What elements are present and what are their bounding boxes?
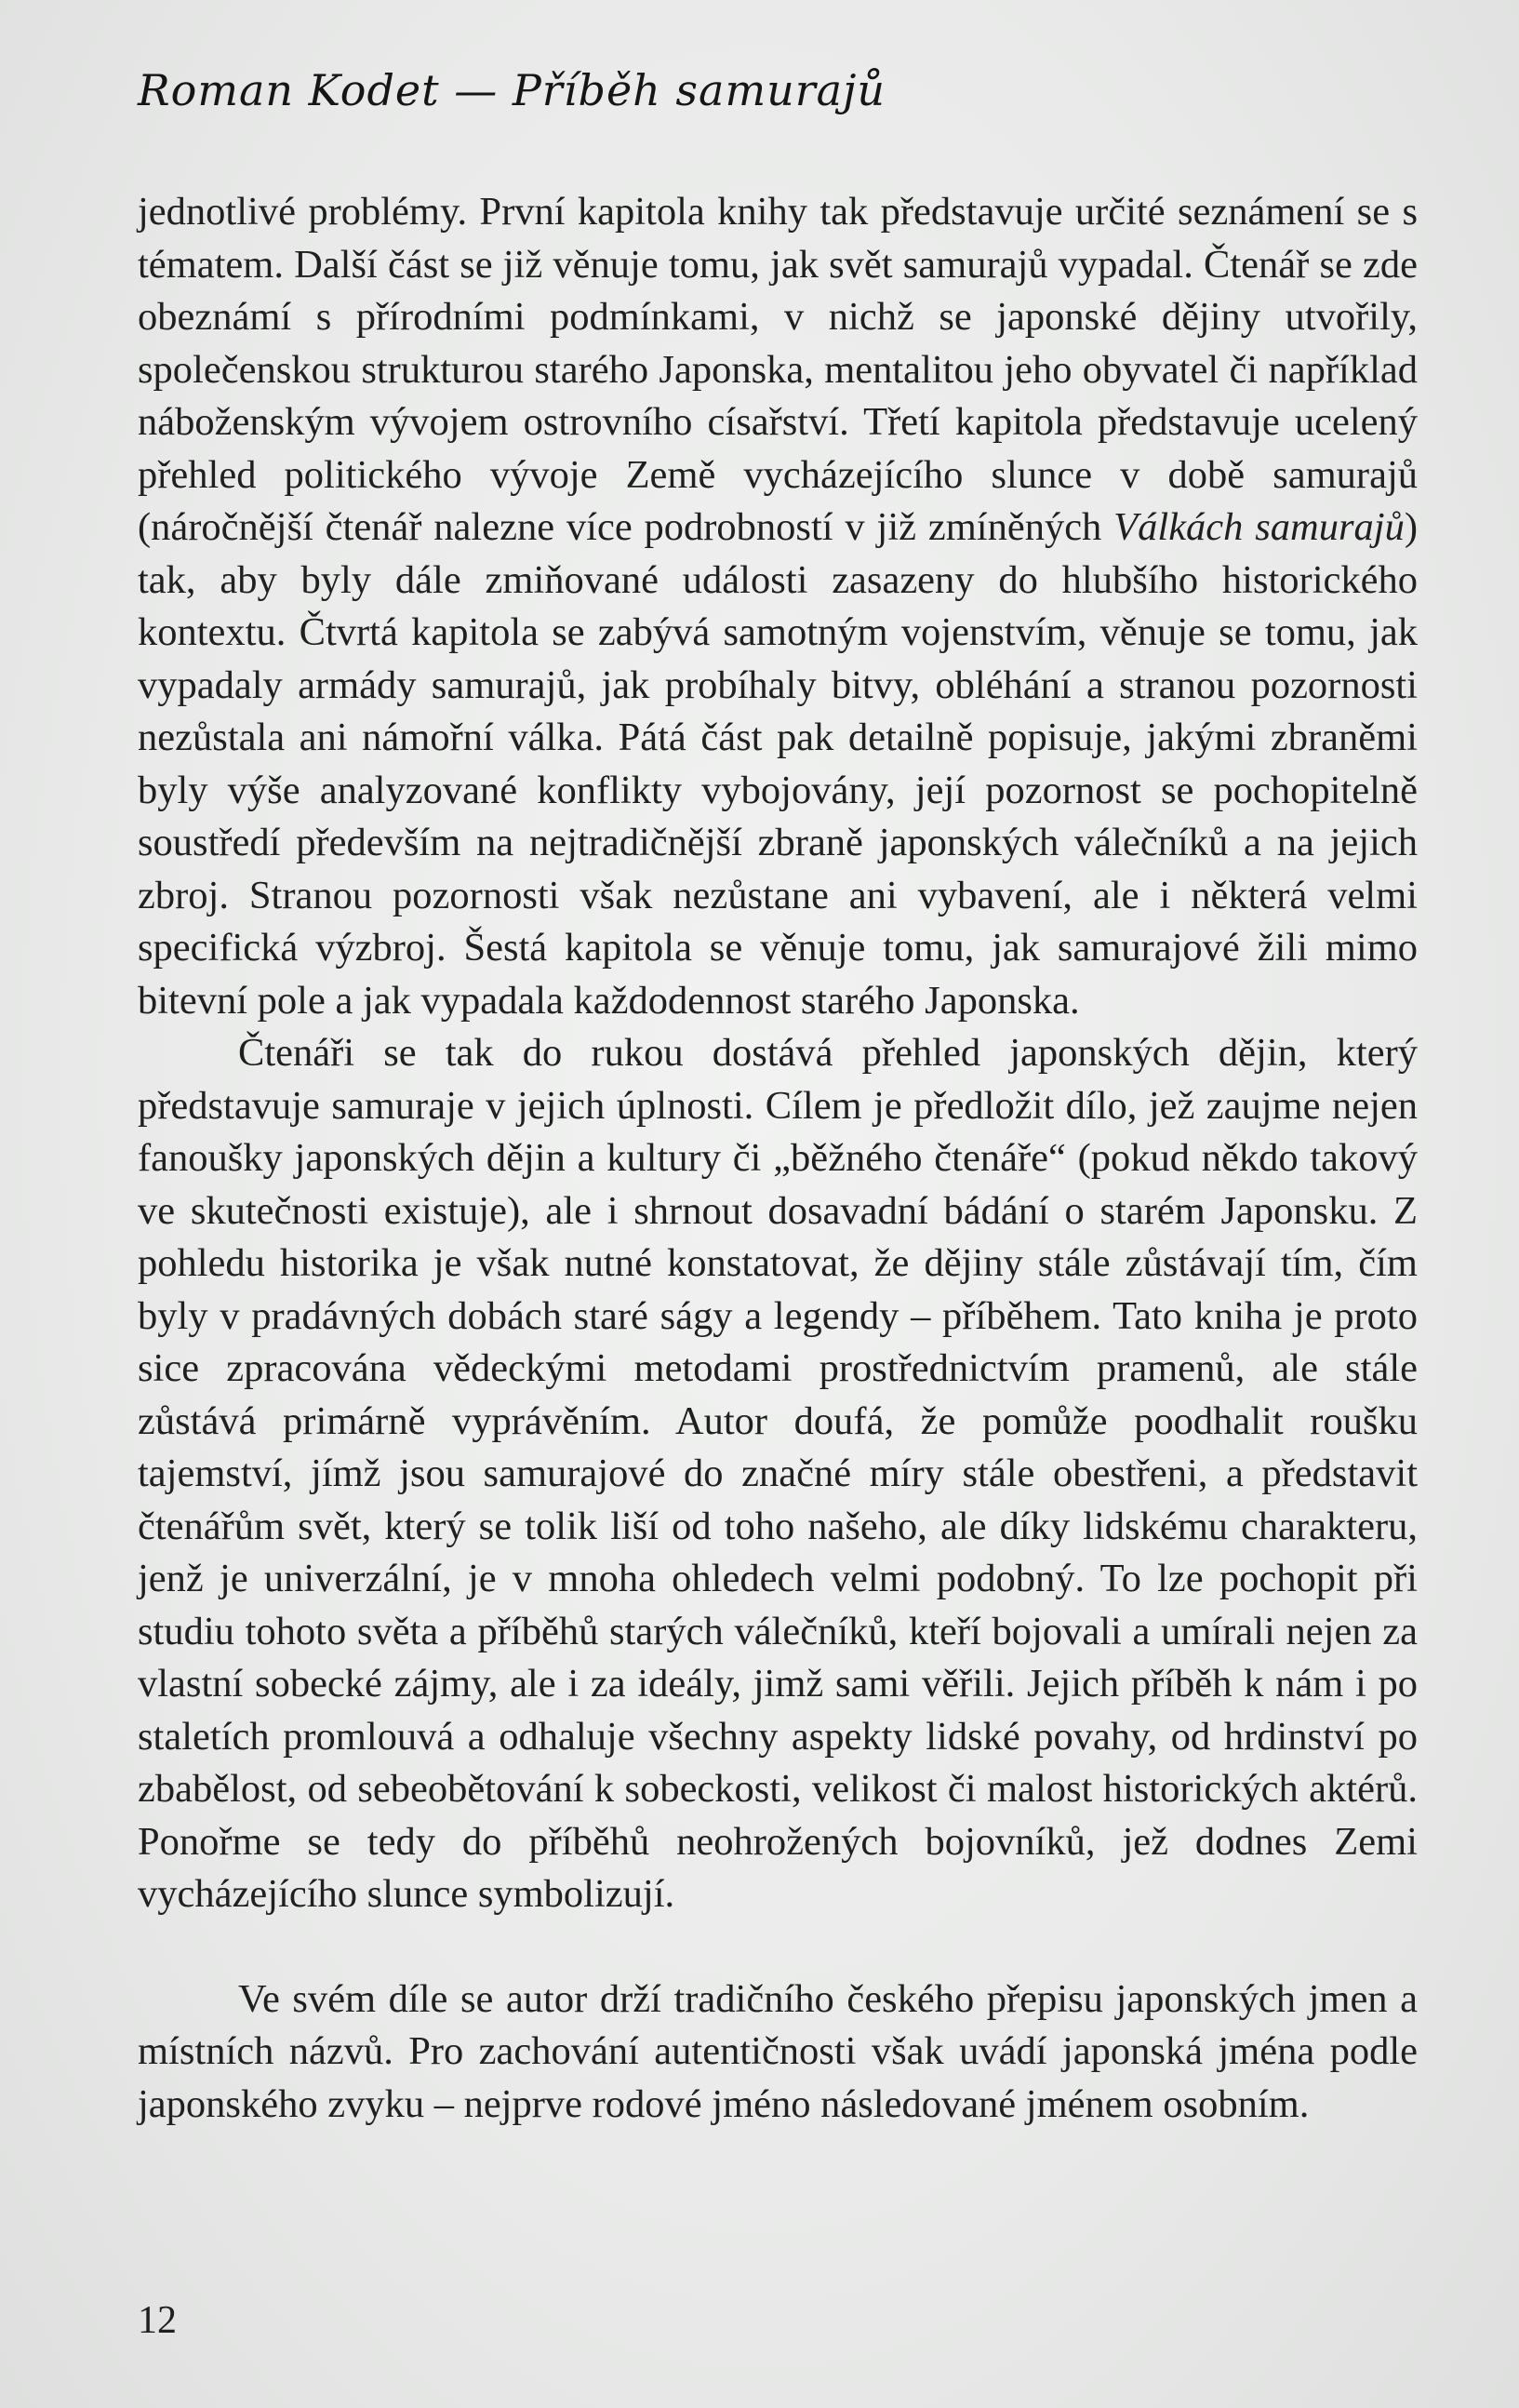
running-head: Roman Kodet — Příběh samurajů <box>138 65 886 115</box>
paragraph-text: jednotlivé problémy. První kapitola knihy tak představuje určité seznámení se s tématem. Další část se již věnuje tomu, jak svět samurajů vypadal. Čtenář se zde obeznámí s přírodními podmínkami, v nichž se japonské dějiny utvořily, společenskou strukturou starého Japonska, mentalitou jeho obyvatel či například náboženským vývojem ostrovního císařství. Třetí kapitola představuje ucelený přehled politického vývoje Země vycházejícího slunce v době samurajů (náročnější čtenář nalezne více podrobností v již zmíněných <box>138 190 1418 549</box>
italic-book-title: Válkách samurajů <box>1113 505 1405 549</box>
paragraph-book-purpose: Čtenáři se tak do rukou dostává přehled japonských dějin, který představuje samuraje v jejich úplnosti. Cílem je předložit dílo, jež zaujme nejen fanoušky japonských dějin a kultury či „běžného čtenáře“ (pokud někdo takový ve skutečnosti existuje), ale i shrnout dosavadní bádání o starém Japonsku. Z pohledu historika je však nutné konstatovat, že dějiny stále zůstávají tím, čím byly v pradávných dobách staré ságy a legendy – příběhem. Tato kniha je proto sice zpracována vědeckými metodami prostřednictvím pramenů, ale stále zůstává primárně vyprávěním. Autor doufá, že pomůže poodhalit roušku tajemství, jímž jsou samurajové do značné míry stále obestřeni, a představit čtenářům svět, který se tolik liší od toho našeho, ale díky lidskému charakteru, jenž je univerzální, je v mnoha ohledech velmi podobný. To lze pochopit při studiu tohoto světa a příběhů starých válečníků, kteří bojovali a umírali nejen za vlastní sobecké zájmy, ale i za ideály, jimž sami věřili. Jejich příběh k nám i po staletích promlouvá a odhaluje všechny aspekty lidské povahy, od hrdinství po zbabělost, od sebeobětování k sobeckosti, velikost či malost historických aktérů. Ponořme se tedy do příběhů neohrožených bojovníků, jež dodnes Zemi vycházejícího slunce symbolizují. <box>138 1031 1418 1916</box>
page-number: 12 <box>138 2299 177 2342</box>
paragraph-text: ) tak, aby byly dále zmiňované události zasazeny do hlubšího historického kontextu. Čtvrtá kapitola se zabývá samotným vojenstvím, věnuje se tomu, jak vypadaly armády samurajů, jak probíhaly bitvy, obléhání a stranou pozornosti nezůstala ani námořní válka. Pátá část pak detailně popisuje, jakými zbraněmi byly výše analyzované konflikty vybojovány, její pozornost se pochopitelně soustředí především na nejtradičnější zbraně japonských válečníků a na jejich zbroj. Stranou pozornosti však nezůstane ani vybavení, ale i některá velmi specifická výzbroj. Šestá kapitola se věnuje tomu, jak samurajové žili mimo bitevní pole a jak vypadala každodennost starého Japonska. <box>138 505 1418 1023</box>
paragraph-chapters-overview <box>138 186 1418 1027</box>
body-text <box>138 186 1418 2131</box>
paragraph-transcription-note: Ve svém díle se autor drží tradičního českého přepisu japonských jmen a místních názvů. Pro zachování autentičnosti však uvádí japonská jména podle japonského zvyku – nejprve rodové jméno následované jménem osobním. <box>138 1976 1418 2126</box>
